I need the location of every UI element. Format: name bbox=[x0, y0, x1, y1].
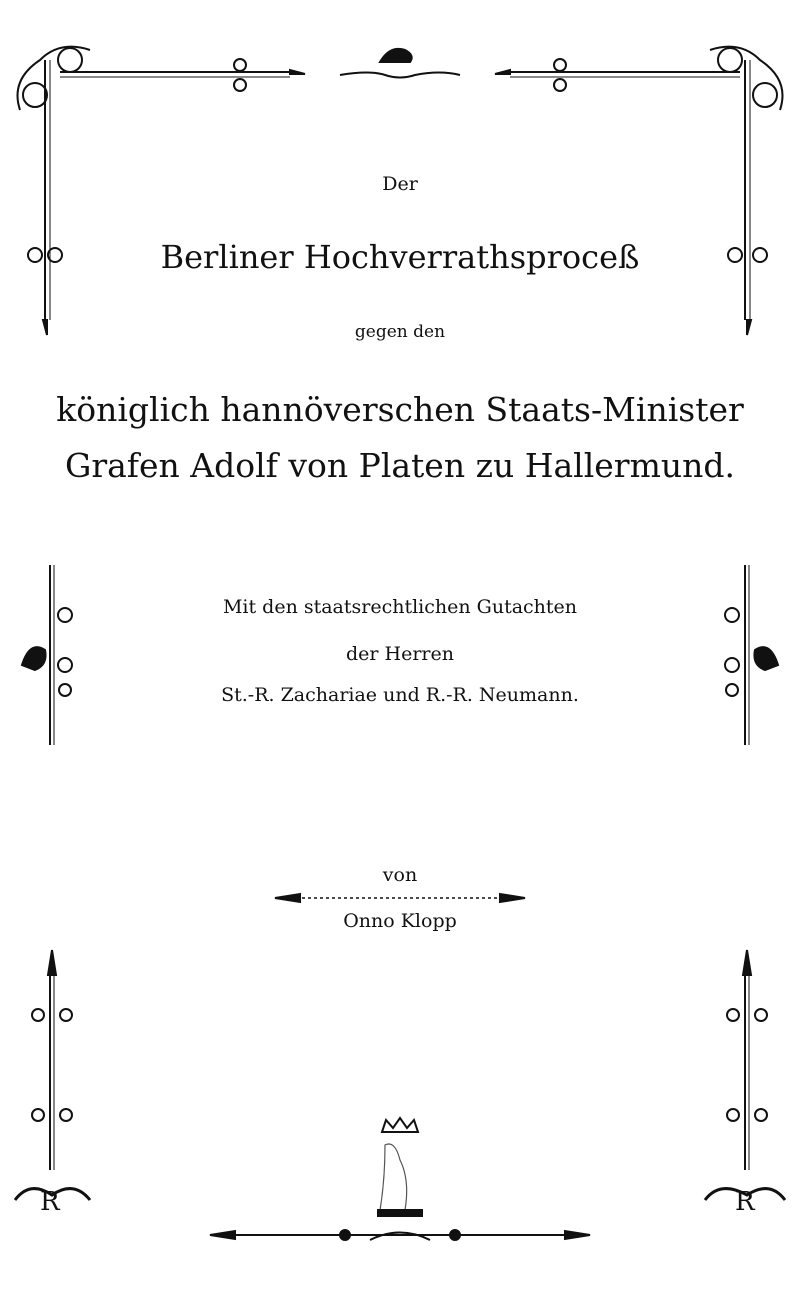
author-name: Onno Klopp bbox=[343, 910, 457, 932]
horse-emblem-icon bbox=[340, 49, 460, 78]
subject-line-1: königlich hannöverschen Staats-Minister bbox=[56, 390, 744, 429]
svg-text:R: R bbox=[735, 1187, 755, 1217]
header-text: Der bbox=[382, 173, 418, 195]
monogram-icon bbox=[705, 950, 785, 1217]
subject-line-2: Grafen Adolf von Platen zu Hallermund. bbox=[64, 446, 735, 485]
monogram-icon bbox=[15, 950, 90, 1217]
against-text: gegen den bbox=[354, 322, 446, 342]
crown-icon bbox=[382, 1118, 418, 1132]
page-title: Berliner Hochverrathsproceß bbox=[160, 238, 640, 276]
horse-emblem-icon bbox=[378, 1144, 422, 1216]
appendix-line-2: der Herren bbox=[346, 643, 454, 665]
appendix-line-3: St.-R. Zachariae und R.-R. Neumann. bbox=[221, 684, 579, 706]
bottom-flourish-icon bbox=[210, 1230, 590, 1240]
appendix-line-1: Mit den staatsrechtlichen Gutachten bbox=[222, 596, 578, 618]
svg-text:R: R bbox=[40, 1187, 60, 1217]
by-text: von bbox=[382, 864, 418, 886]
divider-icon bbox=[275, 894, 525, 902]
